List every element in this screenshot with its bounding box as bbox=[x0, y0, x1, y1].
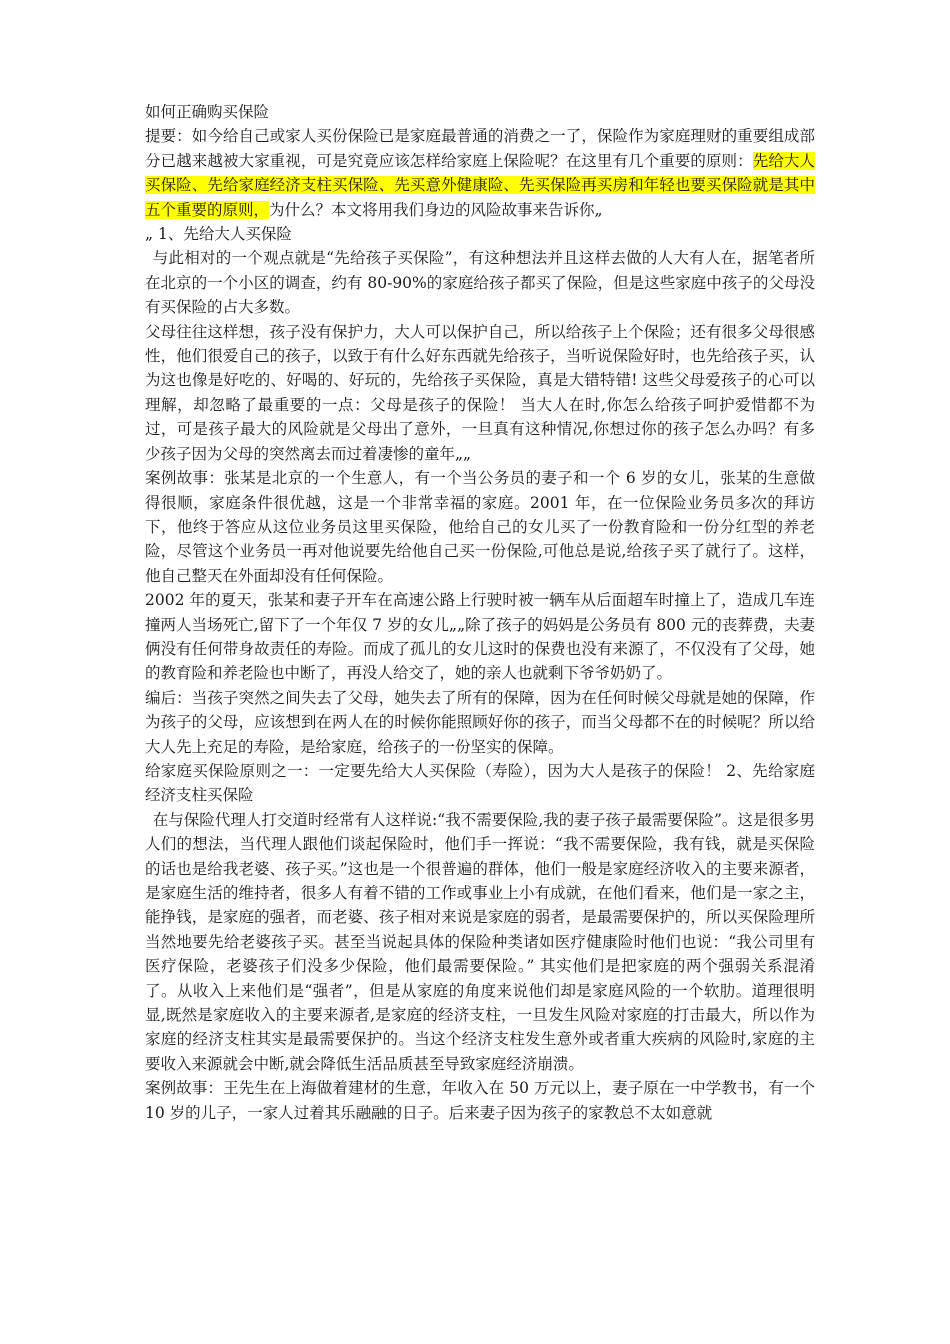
paragraph-1: 与此相对的一个观点就是“先给孩子买保险”，有这种想法并且这样去做的人大有人在，据笔者所在北京的一个小区的调查，约有 80-90%的家庭给孩子都买了保险，但是这些家庭中孩子的父母没有买保险的占大多数。 bbox=[145, 249, 815, 317]
intro-text: 提要：如今给自己或家人买份保险已是家庭最普通的消费之一了，保险作为家庭理财的重要组成部分已越来越被大家重视，可是究竟应该怎样给家庭上保险呢？在这里有几个重要的原则： bbox=[145, 127, 815, 170]
principle-1: 给家庭买保险原则之一：一定要先给大人买保险（寿险），因为大人是孩子的保险！ 2、先给家庭经济支柱买保险 bbox=[145, 761, 815, 805]
case-story-1: 案例故事：张某是北京的一个生意人，有一个当公务员的妻子和一个 6 岁的女儿，张某的生意做得很顺，家庭条件很优越，这是一个非常幸福的家庭。2001 年，在一位保险业务员多次的拜访下，他终于答应从这位业务员这里买保险，他给自己的女儿买了一份教育险和一份分红型的养老险，尽管这个业务员一再对他说要先给他自己买一份保险,可他总是说,给孩子买了就行了。这样，他自己整天在外面却没有任何保险。 bbox=[145, 469, 815, 585]
paragraph-7: 在与保险代理人打交道时经常有人这样说:“我不需要保险,我的妻子孩子最需要保险”。这是很多男人们的想法，当代理人跟他们谈起保险时，他们手一挥说：“我不需要保险，我有钱，就是买保险的话也是给我老婆、孩子买。”这也是一个很普遍的群体，他们一般是家庭经济收入的主要来源者，是家庭生活的维持者，很多人有着不错的工作或事业上小有成就，在他们看来，他们是一家之主，能挣钱，是家庭的强者，而老婆、孩子相对来说是家庭的弱者，是最需要保护的，所以买保险理所当然地要先给老婆孩子买。甚至当说起具体的保险种类诸如医疗健康险时他们也说：“我公司里有医疗保险，老婆孩子们没多少保险，他们最需要保险。” 其实他们是把家庭的两个强弱关系混淆了。从收入上来他们是“强者”，但是从家庭的角度来说他们却是家庭风险的一个软肋。道理很明显,既然是家庭收入的主要来源者,是家庭的经济支柱，一旦发生风险对家庭的打击最大，所以作为家庭的经济支柱其实是最需要保护的。当这个经济支柱发生意外或者重大疾病的风险时,家庭的主要收入来源就会中断,就会降低生活品质甚至导致家庭经济崩溃。 bbox=[145, 810, 815, 1073]
case-story-2: 案例故事：王先生在上海做着建材的生意，年收入在 50 万元以上，妻子原在一中学教书，有一个 10 岁的儿子，一家人过着其乐融融的日子。后来妻子因为孩子的家教总不太如意就 bbox=[145, 1079, 815, 1122]
paragraph-2: 父母往往这样想，孩子没有保护力，大人可以保护自己，所以给孩子上个保险；还有很多父母很感性，他们很爱自己的孩子，以致于有什么好东西就先给孩子，当听说保险好时，也先给孩子买，认为这也像是好吃的、好喝的、好玩的，先给孩子买保险，真是大错特错! 这些父母爱孩子的心可以理解，却忽略了最重要的一点：父母是孩子的保险！ 当大人在时,你怎么给孩子呵护爱惜都不为过，可是孩子最大的风险就是父母出了意外，一旦真有这种情况,你想过你的孩子怎么办吗？有多少孩子因为父母的突然离去而过着凄惨的童年„„ bbox=[145, 322, 815, 463]
intro-tail: 为什么？本文将用我们身边的风险故事来告诉你„ bbox=[269, 200, 603, 219]
highlighted-principles: 先给大人买保险、先给家庭经济支柱买保险、先买意外健康险、先买保险再买房和年轻也要买保险就是其中五个重要的原则， bbox=[145, 151, 815, 219]
intro-paragraph bbox=[145, 124, 815, 222]
editor-note: 编后：当孩子突然之间失去了父母，她失去了所有的保障，因为在任何时候父母就是她的保障，作为孩子的父母，应该想到在两人在的时候你能照顾好你的孩子，而当父母都不在的时候呢？所以给大人先上充足的寿险，是给家庭，给孩子的一份坚实的保障。 bbox=[145, 688, 815, 756]
document-page bbox=[145, 100, 815, 1125]
section-heading-1: „ 1、先给大人买保险 bbox=[145, 225, 292, 244]
paragraph-4: 2002 年的夏天，张某和妻子开车在高速公路上行驶时被一辆车从后面超车时撞上了，造成几车连撞两人当场死亡,留下了一个年仅 7 岁的女儿„„除了孩子的妈妈是公务员有 800 元的丧葬费，夫妻俩没有任何带身故责任的寿险。而成了孤儿的女儿这时的保费也没有来源了，不仅没有了父母，她的教育险和养老险也中断了，再没人给交了，她的亲人也就剩下爷爷奶奶了。 bbox=[145, 591, 815, 683]
doc-title: 如何正确购买保险 bbox=[145, 103, 270, 121]
